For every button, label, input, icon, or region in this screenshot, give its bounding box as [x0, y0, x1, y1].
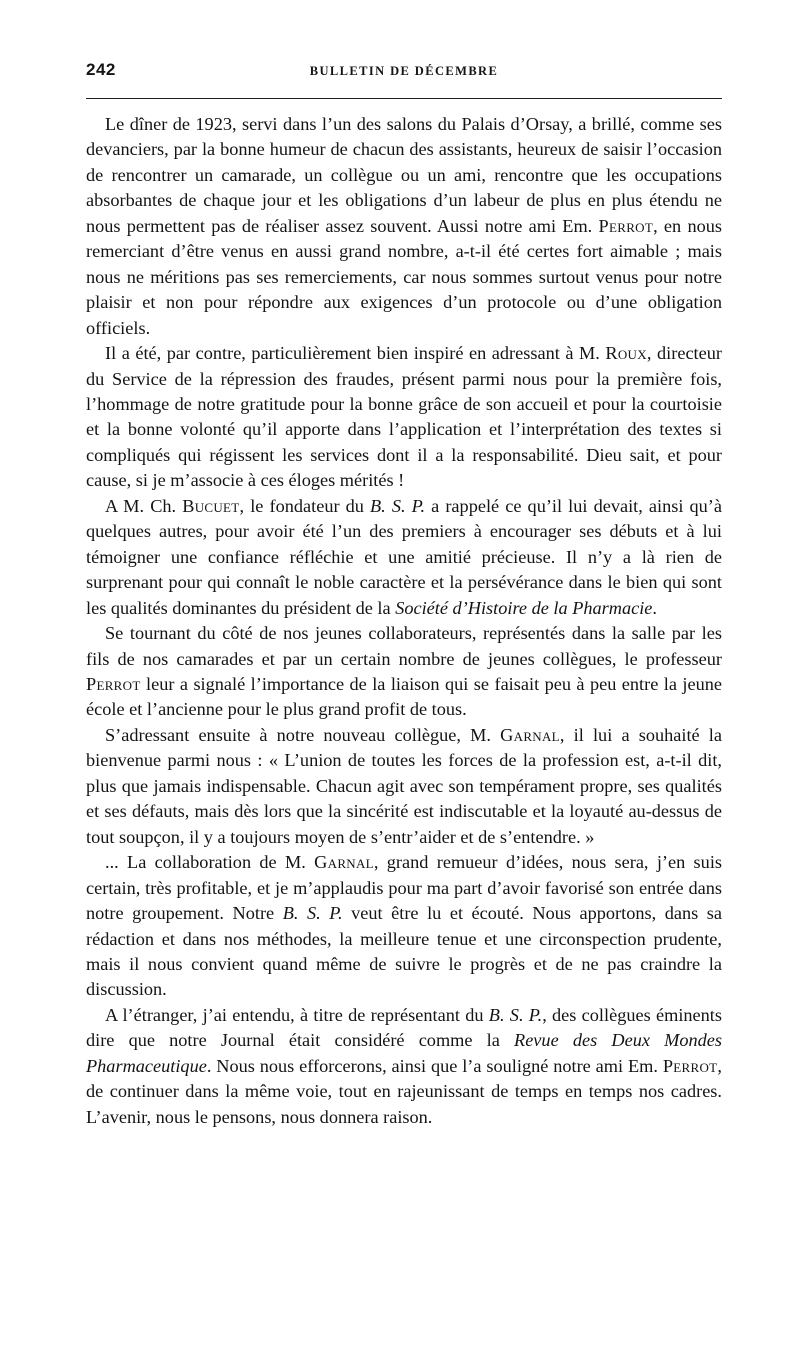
- text-segment: . Nous nous efforcerons, ainsi que l’a souligné notre ami Em.: [206, 1055, 663, 1076]
- person-name: Perrot: [598, 215, 654, 236]
- text-segment: , en nous remerciant d’être venus en aussi grand nombre, a-t-il été certes fort aimable ; mais nous ne méritions pas ses remerciements, car nous sommes surtout venus pour notre plaisir et non pour répondre aux exigences d’un protocole ou d’une obligation officiels.: [86, 215, 722, 338]
- header-rule: [86, 98, 722, 99]
- page-number: 242: [86, 60, 116, 79]
- text-segment: a rappelé ce qu’il lui devait, ainsi qu’à quelques autres, pour avoir été l’un des premiers à encourager ses débuts et à lui témoigner une confiance réfléchie et une amitié précieuse. Il n’y a là rien de surprenant pour qui connaît le noble caractère et la persévérance dans le bien qui sont les qualités dominantes du président de la: [86, 495, 723, 618]
- text-segment: A M. Ch.: [105, 495, 183, 516]
- paragraph: [86, 723, 722, 850]
- text-segment: leur a signalé l’importance de la liaison qui se faisait peu à peu entre la jeune école et l’ancienne pour le plus grand profit de tous.: [86, 673, 722, 720]
- italic-title: B. S. P.: [370, 495, 426, 516]
- person-name: Bucuet: [182, 495, 240, 516]
- text-segment: ... La collaboration de M.: [105, 852, 315, 873]
- text-segment: A l’étranger, j’ai entendu, à titre de représentant du: [105, 1004, 489, 1025]
- italic-title: B. S. P.: [282, 903, 343, 924]
- person-name: Roux: [605, 343, 647, 364]
- italic-title: Société d’Histoire de la Pharmacie: [395, 597, 653, 618]
- paragraph: [86, 341, 722, 494]
- text-segment: .: [652, 597, 657, 618]
- running-head: BULLETIN DE DÉCEMBRE: [309, 64, 499, 78]
- text-segment: , grand remueur d’idées, nous sera, j’en suis certain, très profitable, et je m’applaudis pour ma part d’avoir favorisé son entrée dans notre groupement. Notre: [86, 852, 723, 924]
- text-segment: , directeur du Service de la répression des fraudes, présent parmi nous pour la première fois, l’hommage de notre gratitude pour la bonne grâce de son accueil et pour la courtoisie et la bonne volonté qu’il apporte dans l’application et l’interprétation des textes si compliqués qui régissent les services dont il a la responsabilité. Dieu sait, et pour cause, si je m’associe à ces éloges mérités !: [86, 343, 722, 491]
- paragraph: [86, 494, 722, 621]
- text-segment: , le fondateur du: [239, 495, 371, 516]
- text-segment: , des collègues éminents dire que notre Journal était considéré comme la: [86, 1004, 722, 1051]
- text-segment: veut être lu et écouté. Nous apportons, dans sa rédaction et dans nos méthodes, la meilleure tenue et une circonspection prudente, mais il nous convient quand même de suivre le progrès et de ne pas craindre la discussion.: [86, 903, 722, 1000]
- person-name: Garnal: [500, 724, 560, 745]
- text-segment: Se tournant du côté de nos jeunes collaborateurs, représentés dans la salle par les fils de nos camarades et par un certain nombre de jeunes collègues, le professeur: [86, 623, 722, 669]
- text-segment: , de continuer dans la même voie, tout en rajeunissant de temps en temps nos cadres. L’avenir, nous le pensons, nous donnera raison.: [86, 1055, 722, 1127]
- italic-title: B. S. P.: [488, 1004, 543, 1025]
- text-segment: , il lui a souhaité la bienvenue parmi nous : « L’union de toutes les forces de la profession est, a-t-il dit, plus que jamais indispensable. Chacun agit avec son tempérament propre, ses qualités et ses défauts, mais dès lors que la sincérité est indiscutable et la loyauté au-dessus de tout soupçon, il y a toujours moyen de s’entr’aider et de s’entendre. »: [86, 724, 722, 847]
- page-header: [86, 60, 722, 86]
- text-segment: Le dîner de 1923, servi dans l’un des salons du Palais d’Orsay, a brillé, comme ses devanciers, par la bonne humeur de chacun des assistants, heureux de saisir l’occasion de rencontrer un camarade, un collègue ou un ami, rencontre que les occupations absorbantes de chaque jour et les obligations d’un labeur de plus en plus étendu ne nous permettent pas de réaliser assez souvent. Aussi notre ami Em.: [86, 114, 722, 236]
- article-body: [86, 112, 722, 1130]
- paragraph: [86, 1003, 722, 1130]
- paragraph: [86, 621, 722, 723]
- text-segment: S’adressant ensuite à notre nouveau collègue, M.: [105, 724, 501, 745]
- person-name: Garnal: [314, 852, 374, 873]
- paragraph: [86, 850, 722, 1003]
- person-name: Perrot: [86, 673, 141, 694]
- text-segment: Il a été, par contre, particulièrement bien inspiré en adressant à M.: [105, 343, 606, 364]
- person-name: Perrot: [662, 1055, 718, 1076]
- paragraph: [86, 112, 722, 341]
- italic-title: Revue des Deux Mondes Pharmaceutique: [86, 1030, 722, 1076]
